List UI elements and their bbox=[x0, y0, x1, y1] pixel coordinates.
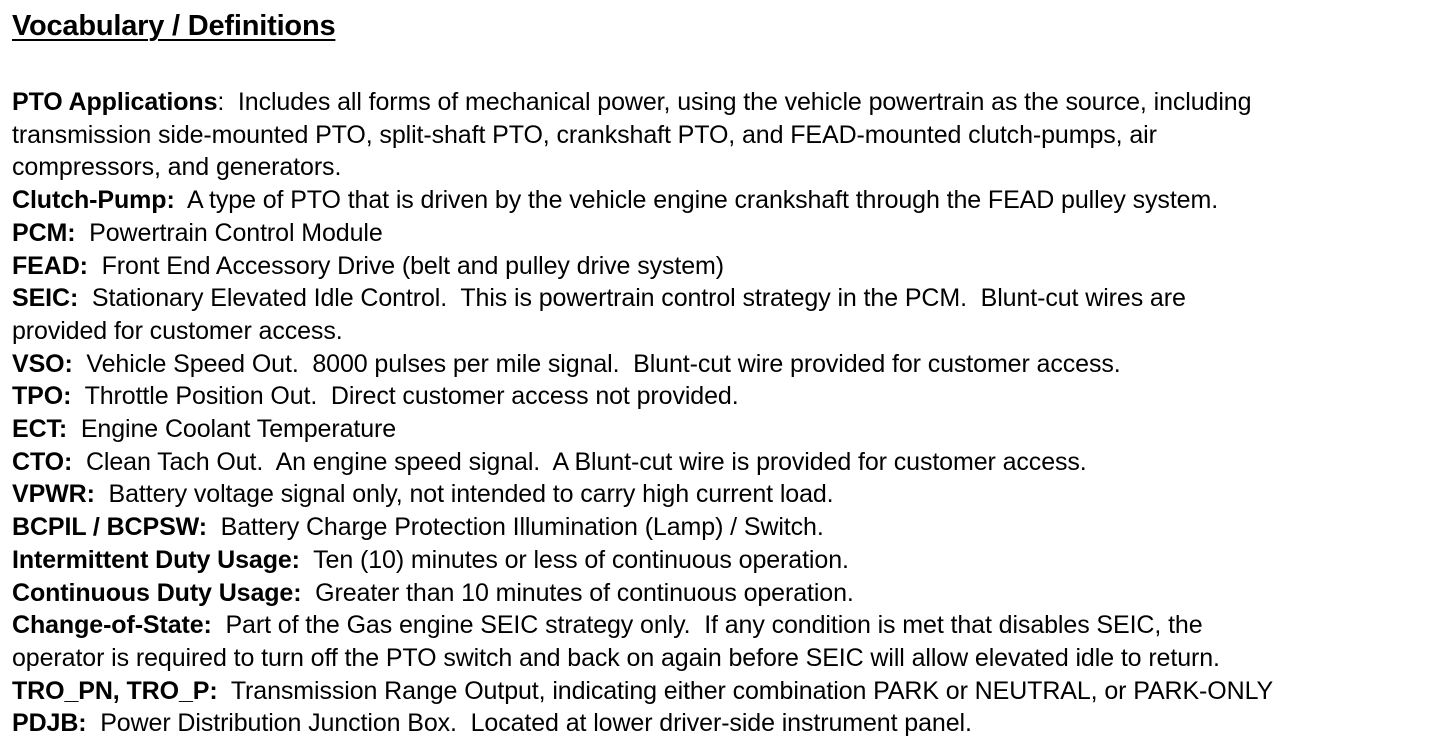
definition-text: Transmission Range Output, indicating either combination PARK or NEUTRAL, or PARK-ONLY bbox=[217, 676, 1274, 705]
definition-item bbox=[12, 413, 1442, 446]
definition-item bbox=[12, 609, 1442, 674]
definition-line bbox=[12, 348, 1442, 381]
definition-line bbox=[12, 609, 1442, 642]
definition-item bbox=[12, 282, 1442, 347]
definition-line bbox=[12, 642, 1442, 675]
definition-text: Ten (10) minutes or less of continuous operation. bbox=[299, 545, 849, 574]
definition-line bbox=[12, 250, 1442, 283]
definition-text: compressors, and generators. bbox=[12, 153, 342, 182]
definition-term: Clutch-Pump: bbox=[12, 186, 175, 215]
definition-item bbox=[12, 184, 1442, 217]
definition-term: Change-of-State: bbox=[12, 611, 212, 640]
definition-term: Intermittent Duty Usage: bbox=[12, 545, 300, 574]
definition-text: Greater than 10 minutes of continuous operation. bbox=[301, 578, 854, 607]
definition-line bbox=[12, 675, 1442, 708]
definition-term: Continuous Duty Usage: bbox=[12, 578, 302, 607]
definition-term: TPO: bbox=[12, 382, 72, 411]
definition-line bbox=[12, 184, 1442, 217]
definition-term: PTO Applications bbox=[12, 88, 218, 116]
definition-text: Engine Coolant Temperature bbox=[67, 415, 397, 444]
definition-line bbox=[12, 217, 1442, 250]
definition-term: CTO: bbox=[12, 447, 73, 476]
definition-line bbox=[12, 544, 1442, 577]
definition-item bbox=[12, 86, 1442, 184]
definition-item bbox=[12, 217, 1442, 250]
definition-text: Battery Charge Protection Illumination (Lamp) / Switch. bbox=[206, 513, 824, 542]
definition-line bbox=[12, 86, 1442, 119]
definition-text: Battery voltage signal only, not intended to carry high current load. bbox=[94, 480, 834, 509]
definition-item bbox=[12, 577, 1442, 610]
definition-term: ECT: bbox=[12, 415, 68, 444]
definition-term: PCM: bbox=[12, 218, 76, 247]
definition-line bbox=[12, 282, 1442, 315]
definition-separator: : bbox=[217, 88, 225, 116]
definition-text: Power Distribution Junction Box. Located at lower driver-side instrument panel. bbox=[86, 709, 972, 738]
definition-item bbox=[12, 707, 1442, 740]
definition-text: Powertrain Control Module bbox=[75, 218, 383, 247]
definition-line bbox=[12, 119, 1442, 152]
definition-line bbox=[12, 315, 1442, 348]
definition-text: transmission side-mounted PTO, split-shaft PTO, crankshaft PTO, and FEAD-mounted clutch-pumps, air bbox=[12, 120, 1157, 149]
document-page bbox=[12, 8, 1442, 740]
definition-text: Vehicle Speed Out. 8000 pulses per mile signal. Blunt-cut wire provided for customer access. bbox=[72, 349, 1121, 378]
definition-term: TRO_PN, TRO_P: bbox=[12, 676, 218, 705]
definition-term: FEAD: bbox=[12, 251, 88, 280]
definitions-list bbox=[12, 86, 1442, 740]
definition-text: Stationary Elevated Idle Control. This is powertrain control strategy in the PCM. Blunt-cut wires are bbox=[78, 284, 1186, 313]
definition-item bbox=[12, 250, 1442, 283]
definition-line bbox=[12, 478, 1442, 511]
definition-line bbox=[12, 577, 1442, 610]
definition-text: provided for customer access. bbox=[12, 316, 343, 345]
page-title: Vocabulary / Definitions bbox=[12, 10, 336, 42]
definition-line bbox=[12, 413, 1442, 446]
definition-line bbox=[12, 511, 1442, 544]
definition-term: BCPIL / BCPSW: bbox=[12, 513, 207, 542]
definition-text: Part of the Gas engine SEIC strategy only. If any condition is met that disables SEIC, the bbox=[211, 611, 1203, 640]
definition-item bbox=[12, 446, 1442, 479]
definition-term: SEIC: bbox=[12, 284, 79, 313]
definition-item bbox=[12, 544, 1442, 577]
definition-line bbox=[12, 151, 1442, 184]
definition-item bbox=[12, 348, 1442, 381]
definition-item bbox=[12, 380, 1442, 413]
definition-term: PDJB: bbox=[12, 709, 87, 738]
definition-text: operator is required to turn off the PTO switch and back on again before SEIC will allow elevated idle to return. bbox=[12, 643, 1220, 672]
definition-line bbox=[12, 446, 1442, 479]
definition-text: Throttle Position Out. Direct customer access not provided. bbox=[71, 382, 739, 411]
definition-line bbox=[12, 707, 1442, 740]
definition-text: Includes all forms of mechanical power, using the vehicle powertrain as the source, including bbox=[224, 88, 1252, 116]
definition-item bbox=[12, 675, 1442, 708]
definition-text: Clean Tach Out. An engine speed signal. A Blunt-cut wire is provided for customer access. bbox=[72, 447, 1087, 476]
definition-text: Front End Accessory Drive (belt and pulley drive system) bbox=[87, 251, 724, 280]
definition-line bbox=[12, 380, 1442, 413]
definition-term: VPWR: bbox=[12, 480, 95, 509]
definition-item bbox=[12, 478, 1442, 511]
definition-text: A type of PTO that is driven by the vehicle engine crankshaft through the FEAD pulley system. bbox=[174, 186, 1219, 215]
definition-term: VSO: bbox=[12, 349, 73, 378]
definition-item bbox=[12, 511, 1442, 544]
